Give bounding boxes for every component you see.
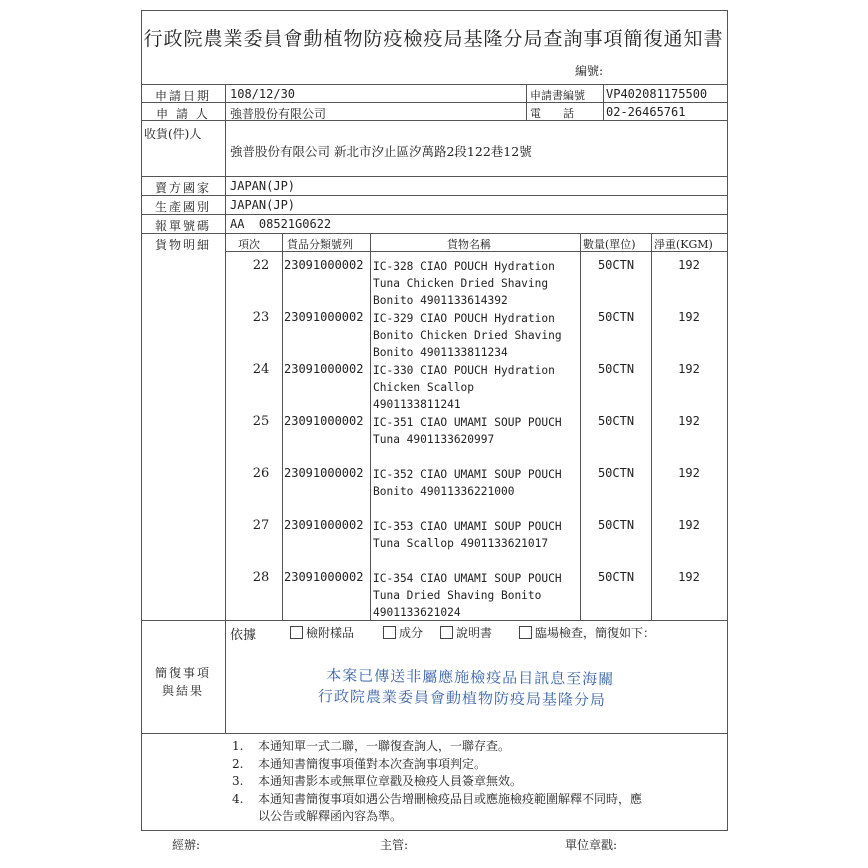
quantity: 50CTN [597, 414, 635, 428]
option-onsite-inspection: 臨場檢查，簡復如下： [519, 624, 655, 641]
phone-label: 電 話 [530, 107, 574, 120]
tariff-code: 23091000002 [284, 518, 364, 532]
net-weight: 192 [678, 570, 700, 584]
table-row [226, 466, 726, 518]
header-net-weight: 淨重(KGM) [654, 238, 713, 251]
ingredients-checkbox[interactable] [383, 626, 396, 639]
supervisor-label: 主管: [380, 838, 409, 852]
table-row [226, 310, 726, 362]
column-divider [526, 84, 527, 120]
tariff-code: 23091000002 [284, 570, 364, 584]
basis-label: 依據 [230, 628, 257, 643]
quantity: 50CTN [597, 518, 635, 532]
item-number: 24 [252, 362, 270, 377]
applicant-value: 強普股份有限公司 [230, 107, 327, 121]
unit-seal-label: 單位章戳: [565, 838, 618, 852]
tariff-code: 23091000002 [284, 414, 364, 428]
net-weight: 192 [678, 258, 700, 272]
item-number: 23 [252, 310, 270, 325]
option-sample: 檢附樣品 [290, 624, 354, 641]
goods-section-label: 貨物明細 [154, 238, 211, 252]
goods-name: IC-329 CIAO POUCH Hydration Bonito Chicken Dried Shaving Bonito 4901133811234 [373, 312, 562, 359]
divider [141, 214, 728, 215]
divider [141, 195, 728, 196]
option-ingredients: 成分 [383, 624, 423, 641]
quantity: 50CTN [597, 310, 635, 324]
reply-section-label-1: 簡復事項 [154, 666, 211, 680]
divider [141, 102, 728, 103]
item-number: 27 [252, 518, 270, 533]
table-row [226, 362, 726, 414]
header-quantity: 數量(單位) [583, 238, 636, 251]
divider [141, 84, 728, 85]
quantity: 50CTN [597, 362, 635, 376]
note-item: 4. 本通知書簡復事項如遇公告增刪檢疫品目或應施檢疫範圍解釋不同時，應 [232, 791, 643, 806]
goods-name: IC-328 CIAO POUCH Hydration Tuna Chicken Dried Shaving Bonito 4901133614392 [373, 260, 555, 307]
divider [141, 733, 728, 734]
net-weight: 192 [678, 310, 700, 324]
item-number: 26 [252, 466, 270, 481]
note-item: 2. 本通知書簡復事項僅對本次查詢事項判定。 [232, 756, 487, 771]
applicant-label: 申 請 人 [156, 107, 210, 121]
net-weight: 192 [678, 414, 700, 428]
declaration-number-label: 報單號碼 [154, 219, 211, 233]
quantity: 50CTN [597, 258, 635, 272]
serial-number-label: 編號: [575, 64, 604, 78]
column-divider [603, 84, 604, 120]
reply-section-label-2: 與結果 [161, 684, 204, 698]
seller-country-value: JAPAN(JP) [230, 179, 296, 193]
header-goods-name: 貨物名稱 [447, 238, 491, 251]
form-number-label: 申請書編號 [530, 89, 585, 102]
handler-label: 經辦: [172, 838, 201, 852]
net-weight: 192 [678, 518, 700, 532]
form-number-value: VP402081175500 [606, 87, 708, 101]
goods-name: IC-353 CIAO UMAMI SOUP POUCH Tuna Scallop 4901133621017 [373, 520, 562, 550]
consignee-label: 收貨(件)人 [144, 127, 202, 141]
note-item: 3. 本通知書影本或無單位章戳及檢疫人員簽章無效。 [232, 774, 523, 788]
item-number: 28 [252, 570, 270, 585]
phone-value: 02-26465761 [606, 105, 686, 119]
apply-date-label: 申請日期 [154, 89, 211, 103]
tariff-code: 23091000002 [284, 258, 364, 272]
table-row [226, 414, 726, 466]
divider [141, 233, 728, 234]
origin-country-label: 生產國別 [154, 200, 211, 214]
declaration-number-value: AA 08521G0622 [230, 217, 332, 231]
tariff-code: 23091000002 [284, 362, 364, 376]
origin-country-value: JAPAN(JP) [230, 198, 296, 212]
goods-name: IC-352 CIAO UMAMI SOUP POUCH Bonito 49011336221000 [373, 468, 562, 498]
seller-country-label: 賣方國家 [154, 181, 211, 195]
note-item: 1. 本通知單一式二聯，一聯復查詢人，一聯存查。 [232, 739, 511, 753]
onsite-inspection-checkbox[interactable] [519, 626, 532, 639]
tariff-code: 23091000002 [284, 466, 364, 480]
document-title: 行政院農業委員會動植物防疫檢疫局基隆分局查詢事項簡復通知書 [143, 28, 724, 50]
apply-date-value: 108/12/30 [230, 87, 296, 101]
sample-checkbox[interactable] [290, 626, 303, 639]
stamp-line: 本案已傳送非屬應施檢疫品目訊息至海關 [326, 666, 615, 689]
notes-list [232, 738, 642, 826]
quantity: 50CTN [597, 466, 635, 480]
header-tariff-code: 貨品分類號列 [287, 238, 353, 251]
quarantine-stamp [318, 665, 721, 719]
note-item: 以公告或解釋函內容為準。 [258, 809, 403, 823]
net-weight: 192 [678, 466, 700, 480]
divider [141, 176, 728, 177]
table-row [226, 570, 726, 622]
consignee-value: 強普股份有限公司 新北市汐止區汐萬路2段122巷12號 [230, 144, 532, 159]
option-manual: 說明書 [440, 624, 492, 641]
item-number: 25 [252, 414, 270, 429]
goods-name: IC-330 CIAO POUCH Hydration Chicken Scallop 4901133811241 [373, 364, 555, 411]
item-number: 22 [252, 258, 270, 273]
net-weight: 192 [678, 362, 700, 376]
tariff-code: 23091000002 [284, 310, 364, 324]
table-row [226, 258, 726, 310]
header-item-no: 項次 [238, 238, 260, 251]
goods-name: IC-354 CIAO UMAMI SOUP POUCH Tuna Dried Shaving Bonito 4901133621024 [373, 572, 562, 619]
goods-name: IC-351 CIAO UMAMI SOUP POUCH Tuna 4901133620997 [373, 416, 562, 446]
table-row [226, 518, 726, 570]
manual-checkbox[interactable] [440, 626, 453, 639]
stamp-line: 行政院農業委員會動植物防疫局基隆分局 [317, 687, 607, 710]
quantity: 50CTN [597, 570, 635, 584]
